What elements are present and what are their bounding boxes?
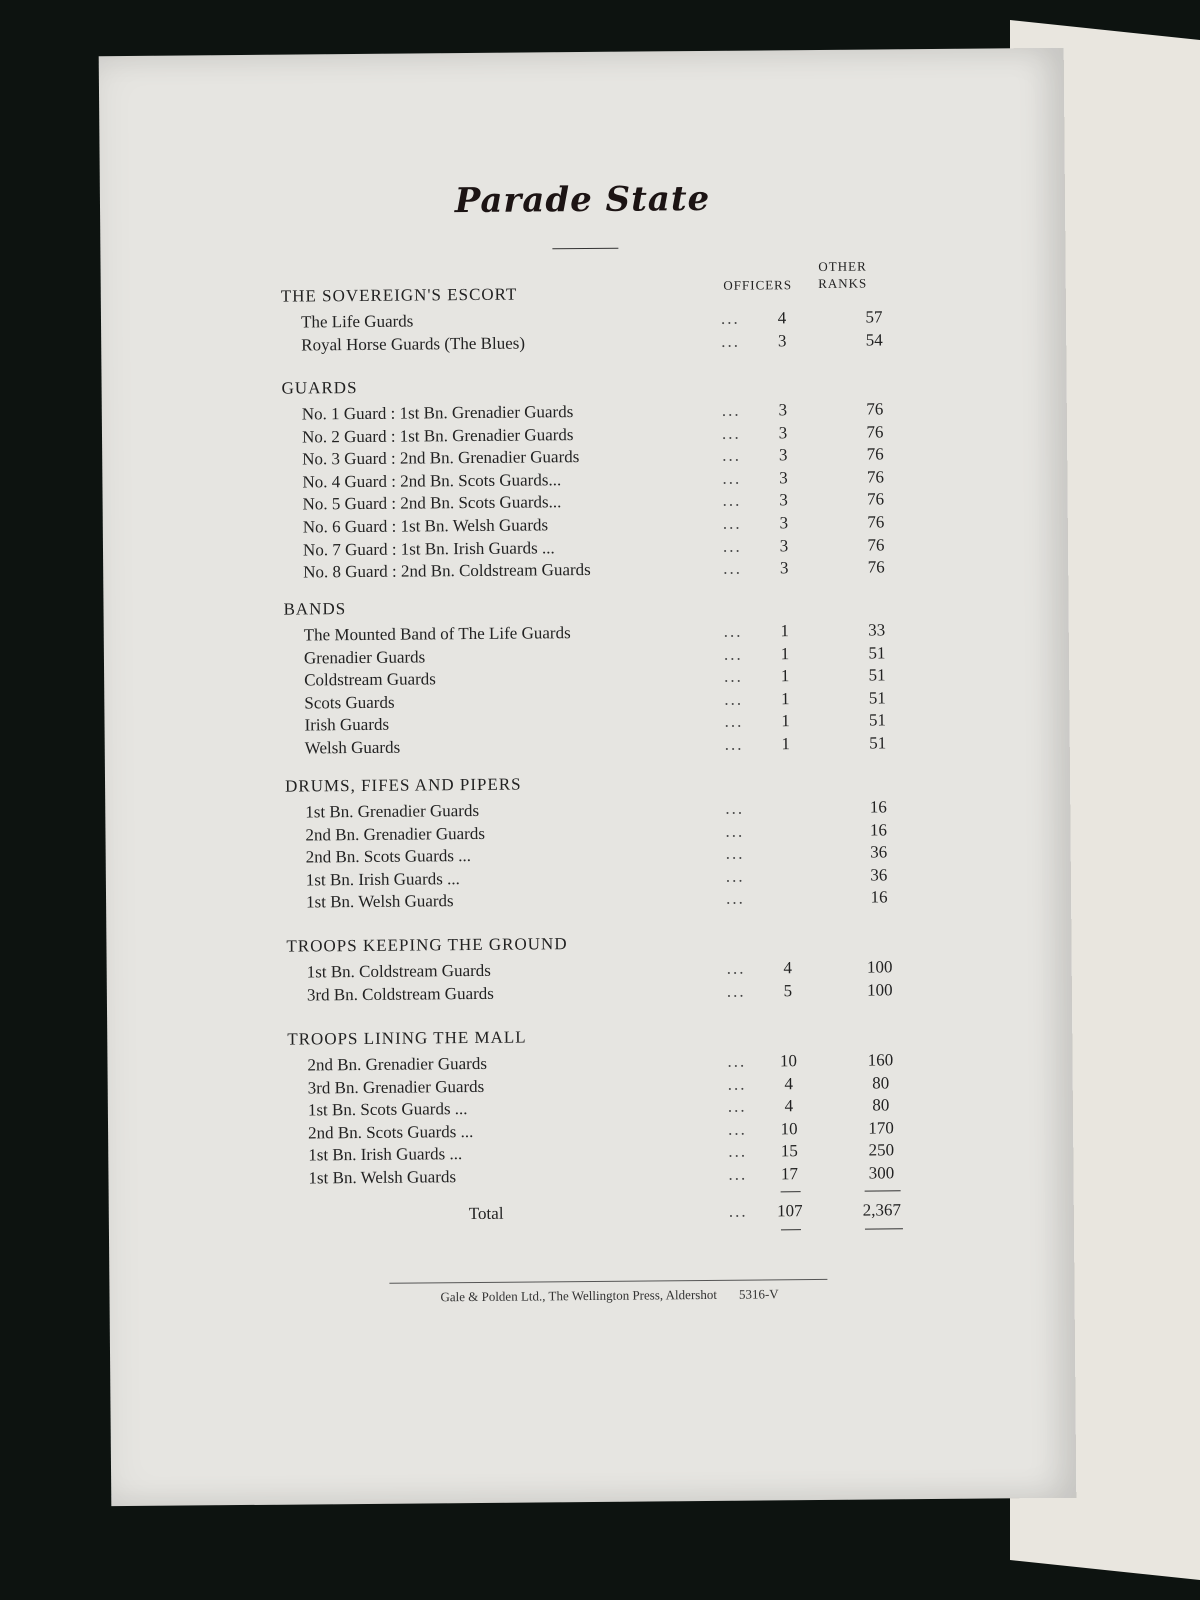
leader-dots: ... [725,821,745,841]
section-heading: TROOPS KEEPING THE GROUND [286,934,568,956]
section-heading: GUARDS [281,377,358,398]
other-ranks-value: 100 [867,979,893,1000]
leader-dots: ... [728,1142,748,1162]
section-heading: TROOPS LINING THE MALL [287,1027,527,1049]
sum-rule-officers [781,1191,801,1192]
other-ranks-value: 250 [868,1140,895,1160]
row-unit-name: Grenadier Guards [303,647,426,668]
total-label: Total [468,1203,504,1223]
title-rule [552,248,618,250]
officers-value: 4 [784,1096,794,1116]
other-ranks-value: 80 [872,1095,890,1115]
other-ranks-value: 76 [867,512,885,532]
other-ranks-value: 51 [868,665,886,685]
column-header-officers: OFFICERS [723,277,793,293]
officers-value: 3 [779,468,788,488]
officers-value: 5 [783,980,793,1000]
row-unit-name: The Mounted Band of The Life Guards [303,623,571,645]
officers-value: 4 [777,308,787,328]
other-ranks-value: 76 [867,489,885,509]
section-heading: BANDS [283,599,347,619]
table-row [307,980,927,1007]
table-row [305,733,925,760]
leader-dots: ... [727,1096,747,1116]
row-unit-name: 3rd Bn. Coldstream Guards [306,983,494,1005]
row-unit-name: 2nd Bn. Scots Guards ... [305,846,472,867]
leader-dots: ... [725,866,745,886]
page-title: Parade State [454,178,711,222]
row-unit-name: 1st Bn. Coldstream Guards [306,960,491,982]
other-ranks-value: 80 [872,1072,890,1093]
row-unit-name: 2nd Bn. Grenadier Guards [307,1053,487,1075]
officers-value: 1 [780,621,790,641]
other-ranks-value: 36 [870,842,888,862]
leader-dots: ... [723,644,743,664]
other-ranks-value: 54 [865,330,883,350]
leader-dots: ... [725,889,745,909]
row-unit-name: No. 8 Guard : 2nd Bn. Coldstream Guards [303,560,591,582]
leader-dots: ... [724,734,744,754]
printer-footer [389,1286,829,1306]
other-ranks-value: 76 [866,399,884,419]
leader-dots: ... [722,491,742,511]
officers-value: 4 [783,958,793,978]
other-ranks-value: 51 [868,642,886,663]
other-ranks-value: 16 [870,887,888,907]
total-officers: 107 [776,1200,803,1220]
table-row [308,1163,928,1190]
row-unit-name: Welsh Guards [304,737,401,758]
leader-dots: ... [727,1051,747,1071]
row-unit-name: Coldstream Guards [304,669,436,690]
leader-dots: ... [728,1201,748,1221]
leader-dots: ... [727,1119,747,1139]
other-ranks-value: 76 [866,467,884,487]
total-underline-officers [781,1229,801,1230]
row-unit-name: No. 1 Guard : 1st Bn. Grenadier Guards [301,402,574,424]
other-ranks-value: 16 [869,819,888,840]
table-row [301,330,921,357]
leader-dots: ... [721,331,741,351]
row-unit-name: 2nd Bn. Grenadier Guards [305,823,485,845]
total-underline-other-ranks [865,1228,903,1229]
other-ranks-value: 100 [866,957,893,977]
leader-dots: ... [725,843,745,863]
officers-value: 4 [784,1073,794,1093]
row-unit-name: Royal Horse Guards (The Blues) [301,333,526,355]
row-unit-name: 1st Bn. Welsh Guards [308,1167,457,1188]
row-unit-name: 1st Bn. Welsh Guards [306,891,454,912]
row-unit-name: Irish Guards [304,715,390,735]
other-ranks-value: 33 [868,620,886,640]
section-heading: THE SOVEREIGN'S ESCORT [280,284,518,306]
leader-dots: ... [720,308,740,328]
leader-dots: ... [724,712,744,732]
other-ranks-value: 76 [866,444,884,464]
leader-dots: ... [726,981,746,1001]
other-ranks-value: 36 [870,865,888,885]
total-row [309,1200,929,1227]
row-unit-name: No. 5 Guard : 2nd Bn. Scots Guards... [302,492,562,514]
row-unit-name: No. 4 Guard : 2nd Bn. Scots Guards... [302,470,562,492]
officers-value: 3 [778,422,788,442]
other-ranks-value: 76 [866,421,884,442]
officers-value: 3 [779,513,789,533]
other-ranks-value: 51 [868,710,887,730]
other-ranks-value: 170 [868,1118,894,1138]
row-unit-name: 1st Bn. Irish Guards ... [308,1144,463,1165]
document-page [99,48,1077,1506]
officers-value: 3 [779,558,789,578]
officers-value: 10 [779,1051,798,1071]
leader-dots: ... [721,400,741,420]
officers-value: 15 [780,1141,798,1161]
officers-value: 1 [780,643,790,663]
officers-value: 1 [780,689,790,709]
leader-dots: ... [721,423,741,443]
other-ranks-value: 57 [865,307,883,327]
leader-dots: ... [728,1164,748,1184]
row-unit-name: 1st Bn. Grenadier Guards [305,800,480,822]
print-code: 5316-V [738,1286,779,1302]
leader-dots: ... [722,513,742,533]
row-unit-name: 1st Bn. Scots Guards ... [307,1099,468,1120]
officers-value: 17 [780,1164,799,1184]
other-ranks-value: 51 [868,688,886,708]
other-ranks-value: 51 [869,733,887,753]
leader-dots: ... [722,445,742,465]
officers-value: 1 [781,734,791,754]
row-unit-name: No. 2 Guard : 1st Bn. Grenadier Guards [301,424,574,447]
row-unit-name: No. 6 Guard : 1st Bn. Welsh Guards [302,515,549,537]
row-unit-name: Scots Guards [304,692,395,713]
other-ranks-value: 300 [868,1163,895,1183]
leader-dots: ... [725,798,745,818]
leader-dots: ... [723,558,743,578]
other-ranks-value: 76 [867,534,885,555]
column-header-other-ranks: OTHER RANKS [818,258,868,291]
row-unit-name: 3rd Bn. Grenadier Guards [307,1076,485,1098]
officers-value: 3 [779,490,788,510]
footer-rule [389,1279,827,1284]
table-row [303,557,923,584]
sum-rule-other-ranks [865,1190,901,1191]
section-heading: DRUMS, FIFES AND PIPERS [284,774,522,796]
officers-value: 3 [778,400,788,420]
leader-dots: ... [724,689,744,709]
other-ranks-value: 16 [869,797,887,817]
leader-dots: ... [724,666,743,686]
leader-dots: ... [723,621,743,641]
total-other-ranks: 2,367 [862,1199,901,1220]
row-unit-name: No. 3 Guard : 2nd Bn. Grenadier Guards [302,447,580,469]
row-unit-name: 2nd Bn. Scots Guards ... [308,1121,474,1143]
table-row [306,887,926,914]
row-unit-name: The Life Guards [300,311,414,332]
officers-value: 1 [780,666,790,686]
leader-dots: ... [726,958,746,978]
printer-credit: Gale & Polden Ltd., The Wellington Press, Aldershot [440,1286,717,1305]
row-unit-name: 1st Bn. Irish Guards ... [305,868,460,890]
leader-dots: ... [722,536,742,556]
other-ranks-value: 160 [867,1050,894,1070]
row-unit-name: No. 7 Guard : 1st Bn. Irish Guards ... [302,537,555,560]
officers-value: 3 [777,330,787,350]
officers-value: 3 [779,535,789,555]
officers-value: 3 [778,445,788,465]
leader-dots: ... [722,468,742,488]
leader-dots: ... [727,1074,747,1094]
officers-value: 1 [781,711,790,731]
other-ranks-value: 76 [867,557,885,577]
officers-value: 10 [780,1118,798,1139]
